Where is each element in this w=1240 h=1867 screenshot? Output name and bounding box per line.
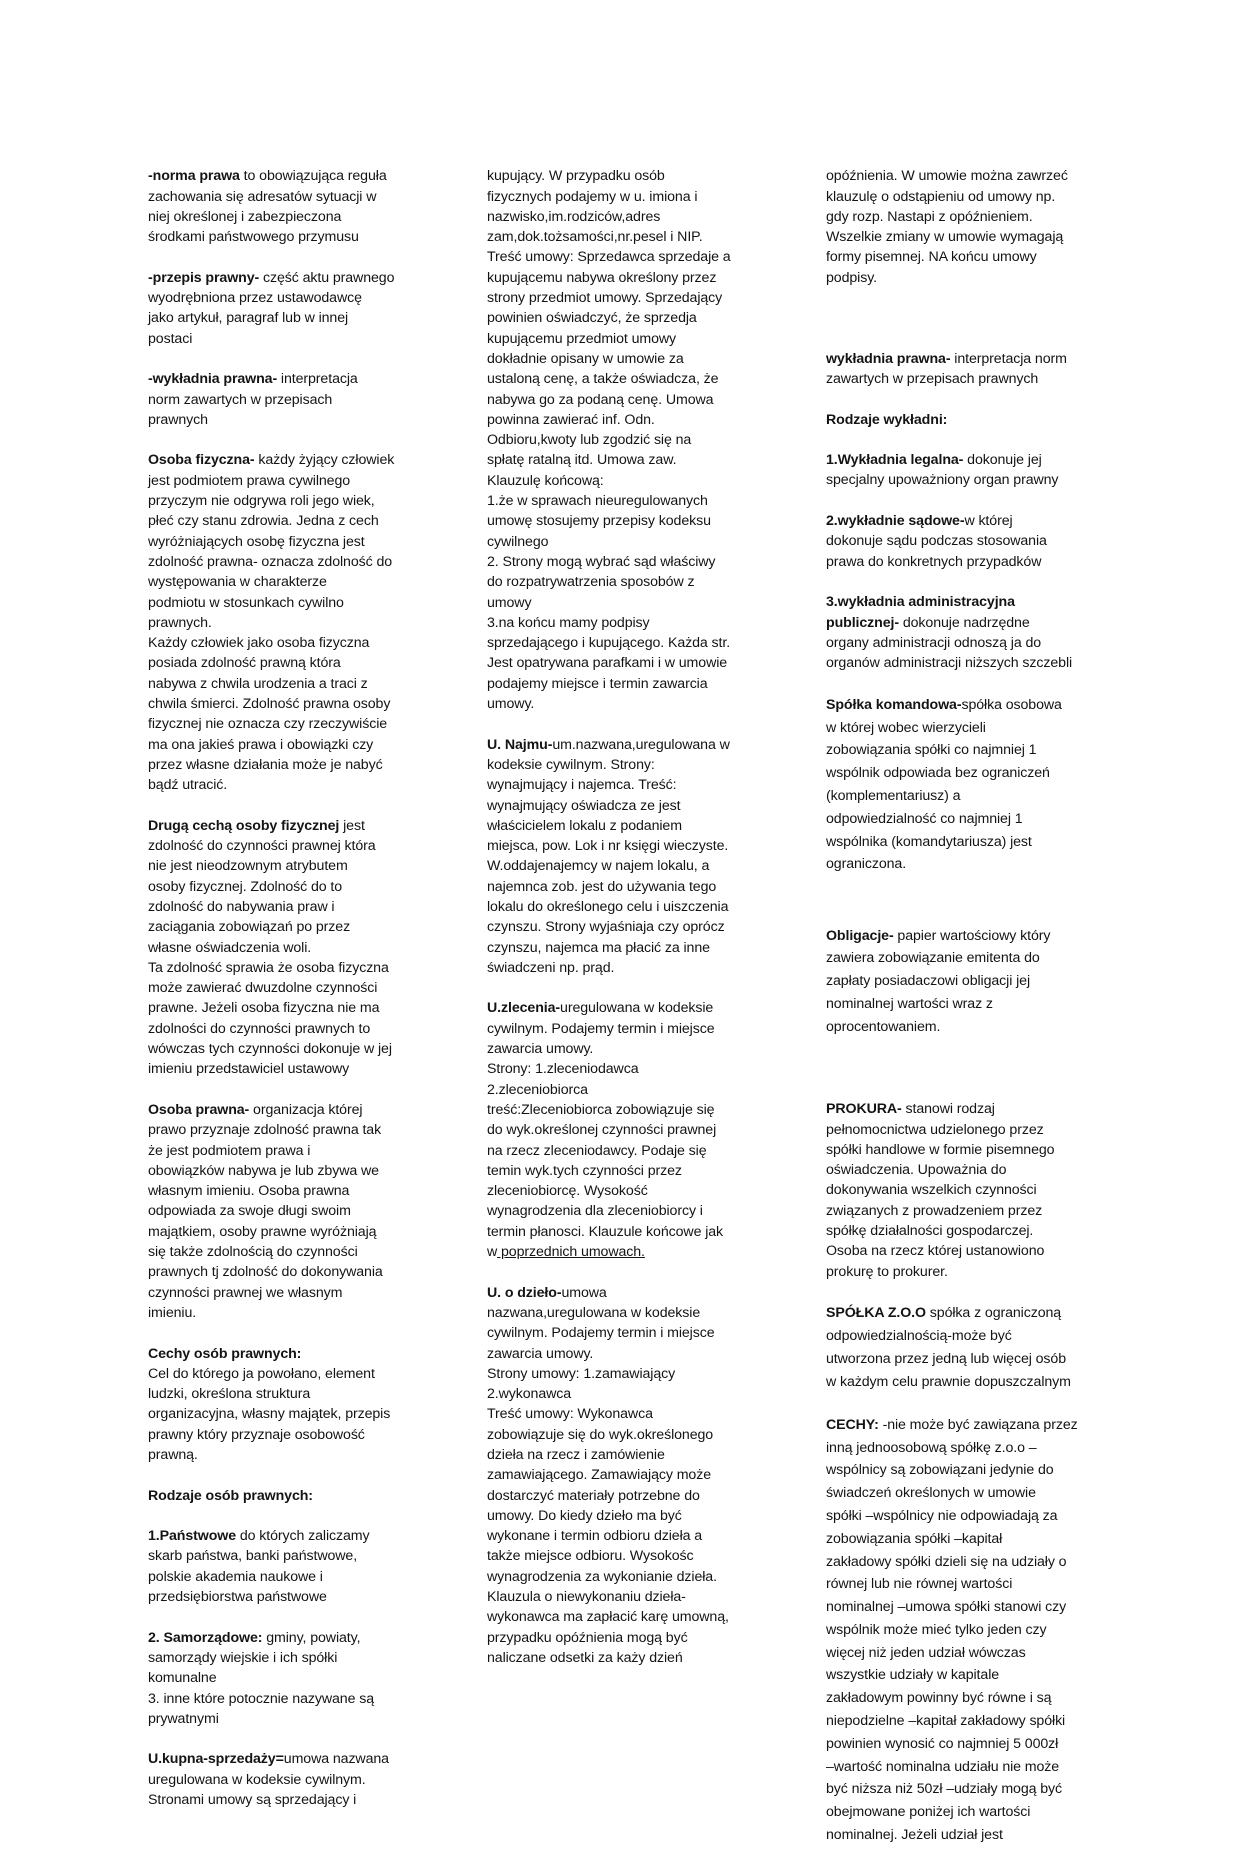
paragraph-opoznienia [826,166,1116,288]
term-druga-cecha: Drugą cechą osoby fizycznej [148,817,340,834]
paragraph-przepis-prawny [148,268,443,349]
paragraph-gap [826,1059,1116,1079]
text-cechy-osob-prawnych: Cel do którego ja powołano, element ludzki, określona struktura organizacyjna, własny majątek, przepis prawny który przyznaje osobowość prawną. [148,1365,391,1463]
term-osoba-prawna: Osoba prawna- [148,1101,250,1118]
term-cechy-spolki: CECHY: [826,1416,879,1433]
poprzednie-umowy-underlined: poprzednich umowach. [497,1244,645,1261]
text-przepis-prawny: część aktu prawnego wyodrębniona przez ustawodawcę jako artykuł, paragraf lub w innej postaci [148,269,395,347]
term-samorzadowe: 2. Samorządowe: [148,1629,263,1646]
term-umowa-zlecenia: U.zlecenia- [487,1000,561,1017]
term-cechy-osob-prawnych: Cechy osób prawnych: [148,1345,302,1362]
text-wykladnia-prawna-2: interpretacja norm zawartych w przepisach prawnych [826,350,1067,387]
term-wykladnia-legalna: 1.Wykładnia legalna- [826,452,964,469]
text-wykladnia-sadowa: w której dokonuje sądu podczas stosowania prawa do konkretnych przypadków [826,513,1047,570]
term-wykladnia-administracyjna: 3.wykładnia administracyjna publicznej- [826,594,1015,631]
term-prokura: PROKURA- [826,1101,902,1118]
text-column-left [148,146,443,1831]
paragraph-umowa-zlecenia [487,998,782,1262]
text-umowa-kupna-sprzedazy: umowa nazwana uregulowana w kodeksie cywilnym. Stronami umowy są sprzedający i [148,1751,389,1809]
paragraph-osoba-prawna [148,1100,443,1323]
text-wykladnia-prawna: interpretacja norm zawartych w przepisach prawnych [148,371,358,428]
paragraph-panstwowe [148,1526,443,1607]
paragraph-umowa-kupna-sprzedazy [148,1749,443,1810]
term-osoba-fizyczna: Osoba fizyczna- [148,452,255,469]
text-obligacje: papier wartościowy który zawiera zobowiązanie emitenta do zapłaty posiadaczowi obligacji jej nominalnej wartości wraz z oprocentowaniem. [826,927,1051,1035]
paragraph-wykladnia-prawna-2 [826,349,1116,390]
term-spolka-komandytowa: Spółka komandowa- [826,696,962,713]
text-opoznienia: opóźnienia. W umowie można zawrzeć klauzulę o odstąpieniu od umowy np. gdy rozp. Nastapi z opóźnieniem. Wszelkie zmiany w umowie wymagają formy pisemnej. NA końcu umowy podpisy. [826,168,1068,286]
paragraph-druga-cecha [148,816,443,1080]
term-przepis-prawny: -przepis prawny- [148,269,260,286]
text-spolka-zoo: spółka z ograniczoną odpowiedzialnością-może być utworzona przez jedną lub więcej osób w każdym celu prawnie dopuszczalnym [826,1305,1071,1390]
text-druga-cecha: jest zdolność do czynności prawnej która nie jest nieodzownym atrybutem osoby fizycznej. Zdolność do to zdolność do nabywania praw i zaciągania zobowiązań po przez własne oświadczenia woli. Ta zdolność sprawia że osoba fizyczna może zawierać dwuzdolne czynności prawne. Jeżeli osoba fizyczna nie ma zdolności do czynności prawnych to wówczas tych czynności dokonuje w jej imieniu przedstawiciel ustawowy [148,817,392,1078]
text-osoba-fizyczna: każdy żyjący człowiek jest podmiotem prawa cywilnego przyczym nie odgrywa roli jego wiek, płeć czy stanu zdrowia. Jedna z cech wyróżniających osobę fizyczna jest zdolność prawna- oznacza zdolność do występowania w charakterze podmiotu w stosunkach cywilno prawnych. Każdy człowiek jako osoba fizyczna posiada zdolność prawną która nabywa z chwila urodzenia a traci z chwila śmierci. Zdolność prawna osoby fizycznej nie oznacza czy rzeczywiście ma ona jakieś prawa i obowiązki czy przez własne działania może je nabyć bądź utracić. [148,452,395,794]
text-prokura: stanowi rodzaj pełnomocnictwa udzielonego przez spółki handlowe w formie pisemnego oświadczenia. Upoważnia do dokonywania wszelkich czynności związanych z prowadzeniem przez spółkę działalności gospodarczej. Osoba na rzecz której ustanowiono prokurę to prokurer. [826,1101,1055,1280]
paragraph-gap [826,308,1116,328]
paragraph-rodzaje-wykladni [826,410,1116,430]
text-umowa-zlecenia: uregulowana w kodeksie cywilnym. Podajemy termin i miejsce zawarcia umowy. Strony: 1.zleceniodawca 2.zleceniobiorca treść:Zleceniobiorca zobowiązuje się do wyk.określonej czynności prawnej na rzecz zleceniodawcy. Podaje się temin wyk.tych czynności przez zleceniobiorcę. Wysokość wynagrodzenia dla zleceniobiorcy i termin płanosci. Klauzule końcowe jak w [487,1000,724,1261]
text-samorzadowe: gminy, powiaty, samorządy wiejskie i ich spółki komunalne 3. inne które potocznie nazywane są prywatnymi [148,1629,375,1727]
term-umowa-najmu: U. Najmu- [487,736,553,753]
term-umowa-kupna-sprzedazy: U.kupna-sprzedaży= [148,1751,284,1768]
text-column-right [826,146,1116,1867]
term-wykladnia-prawna-2: wykładnia prawna- [826,350,951,367]
text-osoba-prawna: organizacja której prawo przyznaje zdolność prawna tak że jest podmiotem prawa i obowiązków nabywa je lub zbywa we własnym imieniu. Osoba prawna odpowiada za swoje długi swoim majątkiem, osoby prawne wyróżniają się także zdolnością do czynności prawnych tj zdolność do dokonywania czynności prawnej we własnym imieniu. [148,1101,383,1321]
text-column-middle [487,146,782,1689]
term-rodzaje-osob-prawnych: Rodzaje osób prawnych: [148,1487,313,1504]
paragraph-wykladnia-administracyjna [826,592,1116,673]
text-umowa-najmu: um.nazwana,uregulowana w kodeksie cywilnym. Strony: wynajmujący i najemca. Treść: wynajmujący oświadcza ze jest właścicielem lokalu z podaniem miejsca, pow. Lok i nr księgi wieczyste. W.oddajenajemcy w najem lokalu, a najemnca zob. jest do używania tego lokalu do określonego celu i uiszczenia czynszu. Strony wyjaśniaja czy oprócz czynszu, najemca ma płacić za inne świadczeni np. prąd. [487,736,730,976]
paragraph-gap [826,896,1116,904]
paragraph-norma-prawa [148,166,443,247]
term-spolka-zoo: SPÓŁKA Z.O.O [826,1305,926,1322]
term-obligacje: Obligacje- [826,927,894,944]
paragraph-umowa-kupna-tresc [487,166,782,714]
text-wykladnia-administracyjna: dokonuje nadrzędne organy administracji odnoszą ja do organów administracji niższych szczebli [826,614,1073,672]
paragraph-wykladnia-prawna [148,369,443,430]
text-norma-prawa: to obowiązująca reguła zachowania się adresatów sytuacji w niej określonej i zabezpieczona środkami państwowego przymusu [148,168,387,246]
term-rodzaje-wykladni: Rodzaje wykładni: [826,411,948,428]
text-umowa-kupna-tresc: kupujący. W przypadku osób fizycznych podajemy w u. imiona i nazwisko,im.rodziców,adres zam,dok.tożsamości,nr.pesel i NIP. Treść umowy: Sprzedawca sprzedaje a kupującemu nabywa określony przez strony przedmiot umowy. Sprzedający powinien oświadczyć, że sprzedja kupującemu przedmiot umowy dokładnie opisany w umowie za ustaloną cenę, a także oświadcza, że nabywa go za podaną cenę. Umowa powinna zawierać inf. Odn. Odbioru,kwoty lub zgodzić się na spłatę ratalną itd. Umowa zaw. Klauzulę końcową: 1.że w sprawach nieuregulowanych umowę stosujemy przepisy kodeksu cywilnego 2. Strony mogą wybrać sąd właściwy do rozpatrywatrzenia sposobów z umowy 3.na końcu mamy podpisy sprzedającego i kupującego. Każda str. Jest opatrywana parafkami i w umowie podajemy miejsce i termin zawarcia umowy. [487,168,731,713]
term-umowa-o-dzielo: U. o dzieło- [487,1284,562,1301]
paragraph-rodzaje-osob-prawnych [148,1486,443,1506]
paragraph-wykladnia-legalna [826,450,1116,491]
term-panstwowe: 1.Państwowe [148,1528,236,1545]
paragraph-obligacje [826,925,1116,1039]
paragraph-cechy-spolki [826,1414,1116,1847]
paragraph-spolka-komandytowa [826,694,1116,876]
paragraph-spolka-zoo [826,1302,1116,1393]
paragraph-osoba-fizyczna [148,450,443,795]
paragraph-prokura [826,1099,1116,1282]
text-spolka-komandytowa: spółka osobowa w której wobec wierzycieli zobowiązania spółki co najmniej 1 wspólnik odpowiada bez ograniczeń (komplementariusz) a odpowiedzialność co najmniej 1 wspólnika (komandytariusza) jest ograniczona. [826,696,1062,873]
paragraph-samorzadowe [148,1628,443,1729]
paragraph-umowa-najmu [487,735,782,979]
paragraph-umowa-o-dzielo [487,1283,782,1669]
term-norma-prawa: -norma prawa [148,168,240,185]
paragraph-wykladnia-sadowa [826,511,1116,572]
text-cechy-spolki: -nie może być zawiązana przez inną jednoosobową spółkę z.o.o – wspólnicy są zobowiązani jedynie do świadczeń określonych w umowie spółki –wspólnicy nie odpowiadają za zobowiązania spółki –kapitał zakładowy spółki dzieli się na udziały o równej lub nie równej wartości nominalnej –umowa spółki stanowi czy wspólnik może mieć tylko jeden czy więcej niż jeden udział wówczas wszystkie udziały w kapitale zakładowym powinny być równe i są niepodzielne –kapitał zakładowy spółki powinien wynosić co najmniej 5 000zł –wartość nominalna udziału nie może być niższa niż 50zł –udziały mogą być obejmowane poniżej ich wartości nominalnej. Jeżeli udział jest [826,1416,1078,1844]
term-wykladnia-sadowa: 2.wykładnie sądowe- [826,513,965,530]
text-umowa-o-dzielo: umowa nazwana,uregulowana w kodeksie cywilnym. Podajemy termin i miejsce zawarcia umowy. Strony umowy: 1.zamawiający 2.wykonawca Treść umowy: Wykonawca zobowiązuje się do wyk.określonego dzieła na rzecz i zamówienie zamawiającego. Zamawiający może dostarczyć materiały potrzebne do umowy. Do kiedy dzieło ma być wykonane i termin odbioru dzieła a także miejsce odbioru. Wysokośc wynagrodzenia za wykonianie dzieła. Klauzula o niewykonaniu dzieła- wykonawca ma zapłacić karę umowną, przypadku opóźnienia mogą być naliczane odsetki za każy dzień [487,1284,729,1666]
paragraph-cechy-osob-prawnych [148,1344,443,1466]
text-wykladnia-legalna: dokonuje jej specjalny upoważniony organ prawny [826,452,1059,489]
term-wykladnia-prawna: -wykładnia prawna- [148,371,278,388]
text-panstwowe: do których zaliczamy skarb państwa, banki państwowe, polskie akademia naukowe i przedsiębiorstwa państwowe [148,1528,370,1606]
